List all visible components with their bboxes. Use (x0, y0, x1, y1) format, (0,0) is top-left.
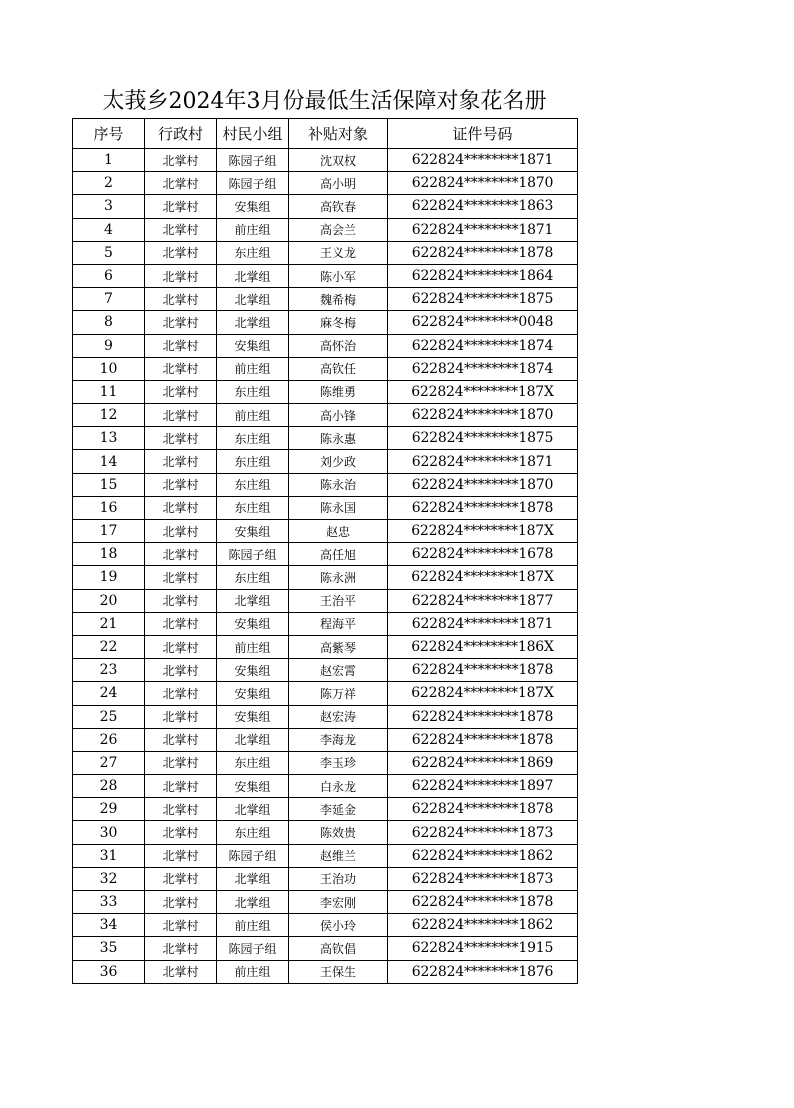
cell-id: 622824********1897 (388, 775, 578, 798)
cell-id: 622824********187X (388, 682, 578, 705)
table-row (73, 612, 578, 635)
cell-subject: 程海平 (289, 612, 388, 635)
cell-id: 622824********1878 (388, 891, 578, 914)
cell-no: 8 (73, 311, 145, 334)
cell-village: 北掌村 (145, 473, 217, 496)
cell-group: 东庄组 (217, 427, 289, 450)
table-row (73, 635, 578, 658)
cell-subject: 王保生 (289, 960, 388, 983)
cell-id: 622824********186X (388, 635, 578, 658)
cell-group: 北掌组 (217, 867, 289, 890)
header-no: 序号 (73, 119, 145, 149)
cell-village: 北掌村 (145, 450, 217, 473)
cell-group: 陈园子组 (217, 844, 289, 867)
cell-group: 北掌组 (217, 589, 289, 612)
cell-village: 北掌村 (145, 195, 217, 218)
cell-subject: 魏希梅 (289, 288, 388, 311)
cell-group: 前庄组 (217, 404, 289, 427)
header-id: 证件号码 (388, 119, 578, 149)
cell-group: 陈园子组 (217, 149, 289, 172)
cell-subject: 王治平 (289, 589, 388, 612)
cell-group: 北掌组 (217, 311, 289, 334)
cell-no: 9 (73, 334, 145, 357)
table-row (73, 543, 578, 566)
cell-group: 安集组 (217, 705, 289, 728)
cell-id: 622824********1871 (388, 450, 578, 473)
cell-subject: 陈永惠 (289, 427, 388, 450)
cell-subject: 陈永洲 (289, 566, 388, 589)
cell-village: 北掌村 (145, 520, 217, 543)
table-row (73, 728, 578, 751)
cell-group: 东庄组 (217, 241, 289, 264)
cell-group: 前庄组 (217, 218, 289, 241)
cell-id: 622824********1878 (388, 241, 578, 264)
cell-group: 安集组 (217, 520, 289, 543)
cell-no: 16 (73, 496, 145, 519)
cell-no: 35 (73, 937, 145, 960)
cell-id: 622824********1871 (388, 612, 578, 635)
cell-id: 622824********1875 (388, 427, 578, 450)
cell-id: 622824********1877 (388, 589, 578, 612)
header-group: 村民小组 (217, 119, 289, 149)
cell-subject: 李玉珍 (289, 751, 388, 774)
cell-no: 5 (73, 241, 145, 264)
cell-group: 北掌组 (217, 288, 289, 311)
cell-subject: 陈效贵 (289, 821, 388, 844)
cell-no: 33 (73, 891, 145, 914)
cell-group: 北掌组 (217, 798, 289, 821)
cell-no: 18 (73, 543, 145, 566)
table-row (73, 195, 578, 218)
cell-id: 622824********1875 (388, 288, 578, 311)
cell-village: 北掌村 (145, 821, 217, 844)
cell-group: 北掌组 (217, 264, 289, 287)
cell-no: 31 (73, 844, 145, 867)
cell-village: 北掌村 (145, 751, 217, 774)
cell-subject: 李海龙 (289, 728, 388, 751)
cell-subject: 高紫琴 (289, 635, 388, 658)
cell-id: 622824********1863 (388, 195, 578, 218)
cell-subject: 陈万祥 (289, 682, 388, 705)
table-row (73, 960, 578, 983)
cell-village: 北掌村 (145, 844, 217, 867)
table-row (73, 566, 578, 589)
cell-group: 安集组 (217, 775, 289, 798)
cell-group: 东庄组 (217, 473, 289, 496)
cell-group: 东庄组 (217, 450, 289, 473)
cell-subject: 高小明 (289, 172, 388, 195)
cell-village: 北掌村 (145, 659, 217, 682)
cell-id: 622824********1876 (388, 960, 578, 983)
cell-subject: 刘少政 (289, 450, 388, 473)
cell-village: 北掌村 (145, 914, 217, 937)
cell-subject: 高小锋 (289, 404, 388, 427)
cell-village: 北掌村 (145, 798, 217, 821)
cell-subject: 陈永国 (289, 496, 388, 519)
cell-village: 北掌村 (145, 543, 217, 566)
cell-subject: 赵忠 (289, 520, 388, 543)
cell-village: 北掌村 (145, 357, 217, 380)
cell-no: 24 (73, 682, 145, 705)
cell-id: 622824********0048 (388, 311, 578, 334)
cell-village: 北掌村 (145, 264, 217, 287)
cell-village: 北掌村 (145, 334, 217, 357)
cell-subject: 赵宏霄 (289, 659, 388, 682)
table-row (73, 867, 578, 890)
cell-village: 北掌村 (145, 891, 217, 914)
table-row (73, 751, 578, 774)
cell-no: 1 (73, 149, 145, 172)
cell-village: 北掌村 (145, 172, 217, 195)
cell-no: 11 (73, 380, 145, 403)
cell-subject: 赵宏涛 (289, 705, 388, 728)
cell-id: 622824********187X (388, 520, 578, 543)
header-village: 行政村 (145, 119, 217, 149)
cell-subject: 麻冬梅 (289, 311, 388, 334)
cell-no: 34 (73, 914, 145, 937)
cell-id: 622824********1870 (388, 172, 578, 195)
cell-no: 7 (73, 288, 145, 311)
table-row (73, 937, 578, 960)
cell-no: 23 (73, 659, 145, 682)
cell-village: 北掌村 (145, 589, 217, 612)
cell-id: 622824********187X (388, 566, 578, 589)
cell-subject: 白永龙 (289, 775, 388, 798)
cell-group: 安集组 (217, 334, 289, 357)
cell-group: 前庄组 (217, 357, 289, 380)
cell-id: 622824********1871 (388, 149, 578, 172)
header-subject: 补贴对象 (289, 119, 388, 149)
cell-no: 28 (73, 775, 145, 798)
table-row (73, 450, 578, 473)
table-row (73, 427, 578, 450)
roster-table (72, 118, 578, 984)
table-row (73, 264, 578, 287)
cell-id: 622824********1873 (388, 821, 578, 844)
cell-id: 622824********1878 (388, 659, 578, 682)
cell-no: 30 (73, 821, 145, 844)
cell-subject: 陈永治 (289, 473, 388, 496)
cell-no: 6 (73, 264, 145, 287)
cell-no: 21 (73, 612, 145, 635)
cell-no: 12 (73, 404, 145, 427)
table-row (73, 775, 578, 798)
cell-group: 前庄组 (217, 960, 289, 983)
table-row (73, 311, 578, 334)
cell-group: 东庄组 (217, 496, 289, 519)
cell-group: 安集组 (217, 612, 289, 635)
cell-no: 22 (73, 635, 145, 658)
table-row (73, 288, 578, 311)
cell-subject: 侯小玲 (289, 914, 388, 937)
cell-id: 622824********1871 (388, 218, 578, 241)
cell-subject: 陈维勇 (289, 380, 388, 403)
cell-id: 622824********1869 (388, 751, 578, 774)
cell-subject: 沈双权 (289, 149, 388, 172)
cell-village: 北掌村 (145, 937, 217, 960)
table-row (73, 149, 578, 172)
cell-id: 622824********1874 (388, 334, 578, 357)
cell-village: 北掌村 (145, 241, 217, 264)
cell-group: 安集组 (217, 659, 289, 682)
cell-village: 北掌村 (145, 682, 217, 705)
table-row (73, 682, 578, 705)
cell-id: 622824********1873 (388, 867, 578, 890)
cell-group: 北掌组 (217, 728, 289, 751)
cell-group: 东庄组 (217, 566, 289, 589)
table-row (73, 357, 578, 380)
cell-id: 622824********1878 (388, 496, 578, 519)
cell-no: 29 (73, 798, 145, 821)
cell-village: 北掌村 (145, 566, 217, 589)
cell-village: 北掌村 (145, 218, 217, 241)
cell-no: 13 (73, 427, 145, 450)
cell-id: 622824********1870 (388, 473, 578, 496)
cell-village: 北掌村 (145, 311, 217, 334)
cell-subject: 高钦任 (289, 357, 388, 380)
table-row (73, 891, 578, 914)
table-row (73, 380, 578, 403)
table-header-row (73, 119, 578, 149)
cell-id: 622824********1678 (388, 543, 578, 566)
cell-no: 27 (73, 751, 145, 774)
table-row (73, 659, 578, 682)
cell-no: 10 (73, 357, 145, 380)
table-body (73, 149, 578, 984)
table-row (73, 821, 578, 844)
cell-village: 北掌村 (145, 728, 217, 751)
cell-village: 北掌村 (145, 635, 217, 658)
cell-subject: 赵维兰 (289, 844, 388, 867)
table-row (73, 798, 578, 821)
cell-group: 北掌组 (217, 891, 289, 914)
cell-subject: 高钦倡 (289, 937, 388, 960)
table-row (73, 705, 578, 728)
cell-subject: 王治功 (289, 867, 388, 890)
cell-subject: 陈小军 (289, 264, 388, 287)
cell-no: 2 (73, 172, 145, 195)
cell-village: 北掌村 (145, 380, 217, 403)
cell-id: 622824********1878 (388, 798, 578, 821)
cell-no: 17 (73, 520, 145, 543)
cell-subject: 高怀治 (289, 334, 388, 357)
cell-subject: 高钦春 (289, 195, 388, 218)
table-row (73, 473, 578, 496)
cell-group: 陈园子组 (217, 172, 289, 195)
cell-no: 19 (73, 566, 145, 589)
table-row (73, 496, 578, 519)
cell-no: 26 (73, 728, 145, 751)
cell-id: 622824********1862 (388, 844, 578, 867)
cell-village: 北掌村 (145, 427, 217, 450)
cell-no: 20 (73, 589, 145, 612)
cell-village: 北掌村 (145, 960, 217, 983)
table-row (73, 914, 578, 937)
cell-village: 北掌村 (145, 867, 217, 890)
cell-id: 622824********1915 (388, 937, 578, 960)
page-title: 太莪乡2024年3月份最低生活保障对象花名册 (102, 89, 547, 114)
table-row (73, 520, 578, 543)
cell-village: 北掌村 (145, 775, 217, 798)
cell-no: 15 (73, 473, 145, 496)
cell-group: 安集组 (217, 195, 289, 218)
cell-village: 北掌村 (145, 612, 217, 635)
cell-id: 622824********187X (388, 380, 578, 403)
table-row (73, 172, 578, 195)
cell-village: 北掌村 (145, 496, 217, 519)
cell-group: 陈园子组 (217, 937, 289, 960)
cell-id: 622824********1870 (388, 404, 578, 427)
cell-no: 25 (73, 705, 145, 728)
cell-group: 前庄组 (217, 914, 289, 937)
cell-no: 32 (73, 867, 145, 890)
cell-id: 622824********1878 (388, 728, 578, 751)
cell-id: 622824********1862 (388, 914, 578, 937)
cell-village: 北掌村 (145, 288, 217, 311)
cell-no: 3 (73, 195, 145, 218)
table-row (73, 241, 578, 264)
table-row (73, 589, 578, 612)
cell-id: 622824********1874 (388, 357, 578, 380)
cell-village: 北掌村 (145, 149, 217, 172)
cell-group: 东庄组 (217, 751, 289, 774)
cell-group: 前庄组 (217, 635, 289, 658)
cell-group: 东庄组 (217, 821, 289, 844)
cell-subject: 高任旭 (289, 543, 388, 566)
cell-group: 东庄组 (217, 380, 289, 403)
cell-group: 安集组 (217, 682, 289, 705)
cell-subject: 高会兰 (289, 218, 388, 241)
cell-no: 36 (73, 960, 145, 983)
table-row (73, 844, 578, 867)
cell-village: 北掌村 (145, 404, 217, 427)
cell-no: 14 (73, 450, 145, 473)
table-row (73, 404, 578, 427)
cell-no: 4 (73, 218, 145, 241)
cell-village: 北掌村 (145, 705, 217, 728)
table-row (73, 334, 578, 357)
table-row (73, 218, 578, 241)
cell-subject: 李宏刚 (289, 891, 388, 914)
cell-subject: 王义龙 (289, 241, 388, 264)
cell-id: 622824********1878 (388, 705, 578, 728)
cell-group: 陈园子组 (217, 543, 289, 566)
cell-id: 622824********1864 (388, 264, 578, 287)
cell-subject: 李延金 (289, 798, 388, 821)
